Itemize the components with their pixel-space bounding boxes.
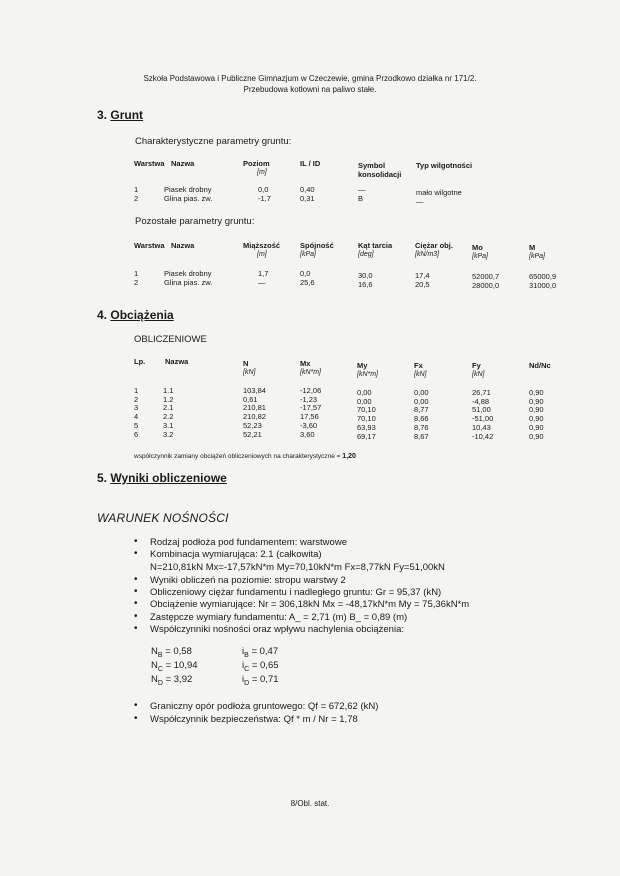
result-item: • Zastępcze wymiary fundamentu: A_ = 2,71 (m) B_ = 0,89 (m): [150, 612, 407, 623]
table-cell: 17,56: [300, 412, 319, 422]
table-cell: -4,88: [472, 396, 490, 406]
coef-id: $i_D = 0,71$: [242, 674, 279, 687]
table-cell: 1.1: [163, 386, 174, 395]
table-cell: 1.2: [163, 394, 174, 404]
table-cell: 0,90: [529, 388, 544, 397]
table-cell: 0,00: [357, 396, 372, 406]
section-obciazenia-title: [97, 308, 174, 322]
t2-header-nazwa: Nazwa: [171, 241, 195, 250]
table-cell: 0,61: [243, 394, 258, 404]
table-cell: 26,71: [472, 388, 491, 397]
t2-unit: [deg]: [358, 251, 374, 258]
table-cell: 4: [134, 412, 139, 422]
t3-header-mx: Mx: [300, 359, 311, 368]
t3-header-ndnc: Nd/Nc: [529, 361, 551, 370]
t2-unit: [kN/m3]: [415, 251, 440, 258]
grunt-subtitle-1: Charakterystyczne parametry gruntu:: [135, 136, 292, 147]
table-cell: 1,7: [258, 269, 269, 278]
table-cell: 3.2: [163, 429, 174, 439]
table-cell: 6: [134, 429, 139, 439]
result-item: • Wyniki obliczeń na poziomie: stropu warstwy 2: [150, 575, 346, 586]
conversion-note: [134, 453, 356, 460]
header-line-1: Szkoła Podstawowa i Publiczne Gimnazjum w Czeczewie, gmina Przodkowo działka nr 171/2.: [143, 74, 477, 83]
result-item: • Obciążenie wymiarujące: Nr = 306,18kN Mx = -48,17kN*m My = 75,36kN*m: [150, 599, 469, 610]
table-cell: 52,21: [243, 429, 262, 439]
section-number: 5.: [97, 471, 108, 485]
table-cell: 0,90: [529, 396, 544, 406]
obciazenia-subtitle: OBLICZENIOWE: [134, 334, 207, 345]
table-cell: 8,67: [414, 431, 429, 441]
table-cell: Glina pias. zw.: [164, 278, 213, 287]
page-footer: 8/Obl. stat.: [290, 799, 330, 808]
section-title: Grunt: [110, 108, 144, 122]
table-cell: 31000,0: [529, 281, 557, 290]
t2-header-warstwa: Warstwa: [134, 241, 165, 250]
table-cell: 20,5: [415, 280, 430, 289]
table-cell: 210,82: [243, 412, 266, 422]
table-cell: Piasek drobny: [164, 269, 212, 278]
table-cell: -17,57: [300, 403, 322, 413]
coef-nd: $N_D = 3,92$: [151, 674, 193, 687]
section-number: 3.: [97, 108, 108, 122]
table-cell: 63,93: [357, 422, 376, 432]
table-cell: 8,66: [414, 414, 429, 424]
t3-header-lp: Lp.: [134, 357, 146, 366]
table-cell: -12,06: [300, 386, 322, 395]
table-cell: mało wilgotne: [416, 188, 462, 197]
coef-nb: $N_B = 0,58$: [151, 646, 192, 659]
section-number: 4.: [97, 308, 108, 322]
table-cell: 25,6: [300, 278, 315, 287]
result-forces: N=210,81kN Mx=-17,57kN*m My=70,10kN*m Fx=8,77kN Fy=51,00kN: [150, 562, 445, 573]
coef-ib: $i_B = 0,47$: [242, 646, 279, 659]
table-cell: -3,60: [300, 420, 318, 430]
warunek-heading: WARUNEK NOŚNOŚCI: [97, 511, 229, 525]
table-cell: 3.1: [163, 420, 174, 430]
result-item: • Współczynniki nośności oraz wpływu nachylenia obciążenia:: [150, 624, 404, 635]
t3-unit: [kN]: [243, 369, 256, 376]
t2-unit: [m]: [257, 251, 267, 258]
t1-header-symbol: Symbol: [358, 161, 386, 170]
table-cell: 2.1: [163, 403, 174, 413]
table-cell: 0,00: [357, 388, 372, 397]
result-item: • Rodzaj podłoża pod fundamentem: warstwowe: [150, 537, 347, 548]
table-cell: -1,7: [258, 194, 271, 203]
table-cell: 69,17: [357, 431, 376, 441]
t2-header-m: M: [529, 243, 536, 252]
section-grunt-title: [97, 108, 143, 122]
table-cell: 0,90: [529, 414, 544, 424]
table-cell: —: [416, 197, 424, 206]
conversion-note-value: 1,20: [342, 453, 356, 460]
result-item: • Kombinacja wymiarująca: 2.1 (całkowita): [150, 549, 322, 560]
table-cell: 52,23: [243, 420, 262, 430]
section-title: Wyniki obliczeniowe: [110, 471, 227, 485]
table-cell: Glina pias. zw.: [164, 194, 213, 203]
grunt-subtitle-2: Pozostałe parametry gruntu:: [135, 216, 255, 227]
table-cell: 0,90: [529, 422, 544, 432]
t3-unit: [kN]: [472, 371, 485, 378]
table-cell: —: [358, 185, 366, 194]
table-cell: 0,00: [414, 388, 429, 397]
t2-unit: [kPa]: [472, 253, 488, 260]
table-cell: 70,10: [357, 405, 376, 415]
table-cell: 5: [134, 420, 139, 430]
t3-header-n: N: [243, 359, 249, 368]
table-cell: 0,00: [414, 396, 429, 406]
t2-unit: [kPa]: [300, 251, 316, 258]
table-cell: —: [258, 278, 266, 287]
table-cell: 0,40: [300, 185, 315, 194]
t2-header-spojnosc: Spójność: [300, 241, 334, 250]
table-cell: -1,23: [300, 394, 318, 404]
t3-header-fy: Fy: [472, 361, 481, 370]
table-cell: 10,43: [472, 422, 491, 432]
table-cell: 3: [134, 403, 139, 413]
table-cell: 8,77: [414, 405, 429, 415]
table-cell: 1: [134, 185, 139, 194]
table-cell: Piasek drobny: [164, 185, 212, 194]
table-cell: 30,0: [358, 271, 373, 280]
section-wyniki-title: [97, 471, 227, 485]
t1-header-warstwa: Warstwa: [134, 159, 165, 168]
table-cell: 3,60: [300, 429, 315, 439]
t1-header-typ: Typ wilgotności: [416, 161, 473, 170]
t3-unit: [kN]: [414, 371, 427, 378]
t2-header-miazszosc: Miąższość: [243, 241, 281, 250]
t2-header-mo: Mo: [472, 243, 483, 252]
table-cell: 2.2: [163, 412, 174, 422]
table-cell: 103,84: [243, 386, 266, 395]
t3-unit: [kN*m]: [357, 371, 378, 378]
table-cell: 52000,7: [472, 272, 500, 281]
t1-header-nazwa: Nazwa: [171, 159, 195, 168]
t1-header-konsolidacji: konsolidacji: [358, 170, 402, 179]
t2-unit: [kPa]: [529, 253, 545, 260]
result-item: • Graniczny opór podłoża gruntowego: Qf = 672,62 (kN): [150, 701, 378, 712]
table-cell: -10,42: [472, 431, 494, 441]
t3-header-my: My: [357, 361, 368, 370]
table-cell: 1: [134, 269, 139, 278]
t1-header-il: IL / ID: [300, 159, 321, 168]
table-cell: 0,90: [529, 431, 544, 441]
table-cell: B: [358, 194, 364, 203]
t2-header-kat: Kąt tarcia: [358, 241, 393, 250]
result-item: • Współczynnik bezpieczeństwa: Qf * m / Nr = 1,78: [150, 714, 358, 725]
table-cell: 2: [134, 278, 139, 287]
table-cell: 70,10: [357, 414, 376, 424]
table-cell: 0,90: [529, 405, 544, 415]
table-cell: 0,0: [300, 269, 311, 278]
coef-ic: $i_C = 0,65$: [242, 660, 279, 673]
t2-header-ciezar: Ciężar obj.: [415, 241, 453, 250]
table-cell: 2: [134, 194, 139, 203]
table-cell: 210,81: [243, 403, 266, 413]
t1-header-poziom: Poziom: [243, 159, 270, 168]
conversion-note-text: współczynnik zamiany obciążeń obliczeniowych na charakterystyczne =: [134, 453, 341, 460]
table-cell: 0,31: [300, 194, 315, 203]
header-line-2: Przebudowa kotłowni na paliwo stałe.: [243, 85, 377, 94]
result-item: • Obliczeniowy ciężar fundamentu i nadległego gruntu: Gr = 95,37 (kN): [150, 587, 441, 598]
t3-unit: [kN*m]: [300, 369, 321, 376]
table-cell: 0,0: [258, 185, 269, 194]
table-cell: 8,76: [414, 422, 429, 432]
t1-unit-poziom: [m]: [257, 169, 267, 176]
table-cell: 17,4: [415, 271, 430, 280]
table-cell: 16,6: [358, 280, 373, 289]
table-cell: 51,00: [472, 405, 491, 415]
table-cell: 2: [134, 394, 139, 404]
coef-nc: $N_C = 10,94$: [151, 660, 198, 673]
table-cell: 1: [134, 386, 139, 395]
table-cell: 28000,0: [472, 281, 500, 290]
table-cell: 65000,9: [529, 272, 557, 281]
table-cell: -51,00: [472, 414, 494, 424]
t3-header-fx: Fx: [414, 361, 423, 370]
t3-header-nazwa: Nazwa: [165, 357, 189, 366]
section-title: Obciążenia: [110, 308, 174, 322]
